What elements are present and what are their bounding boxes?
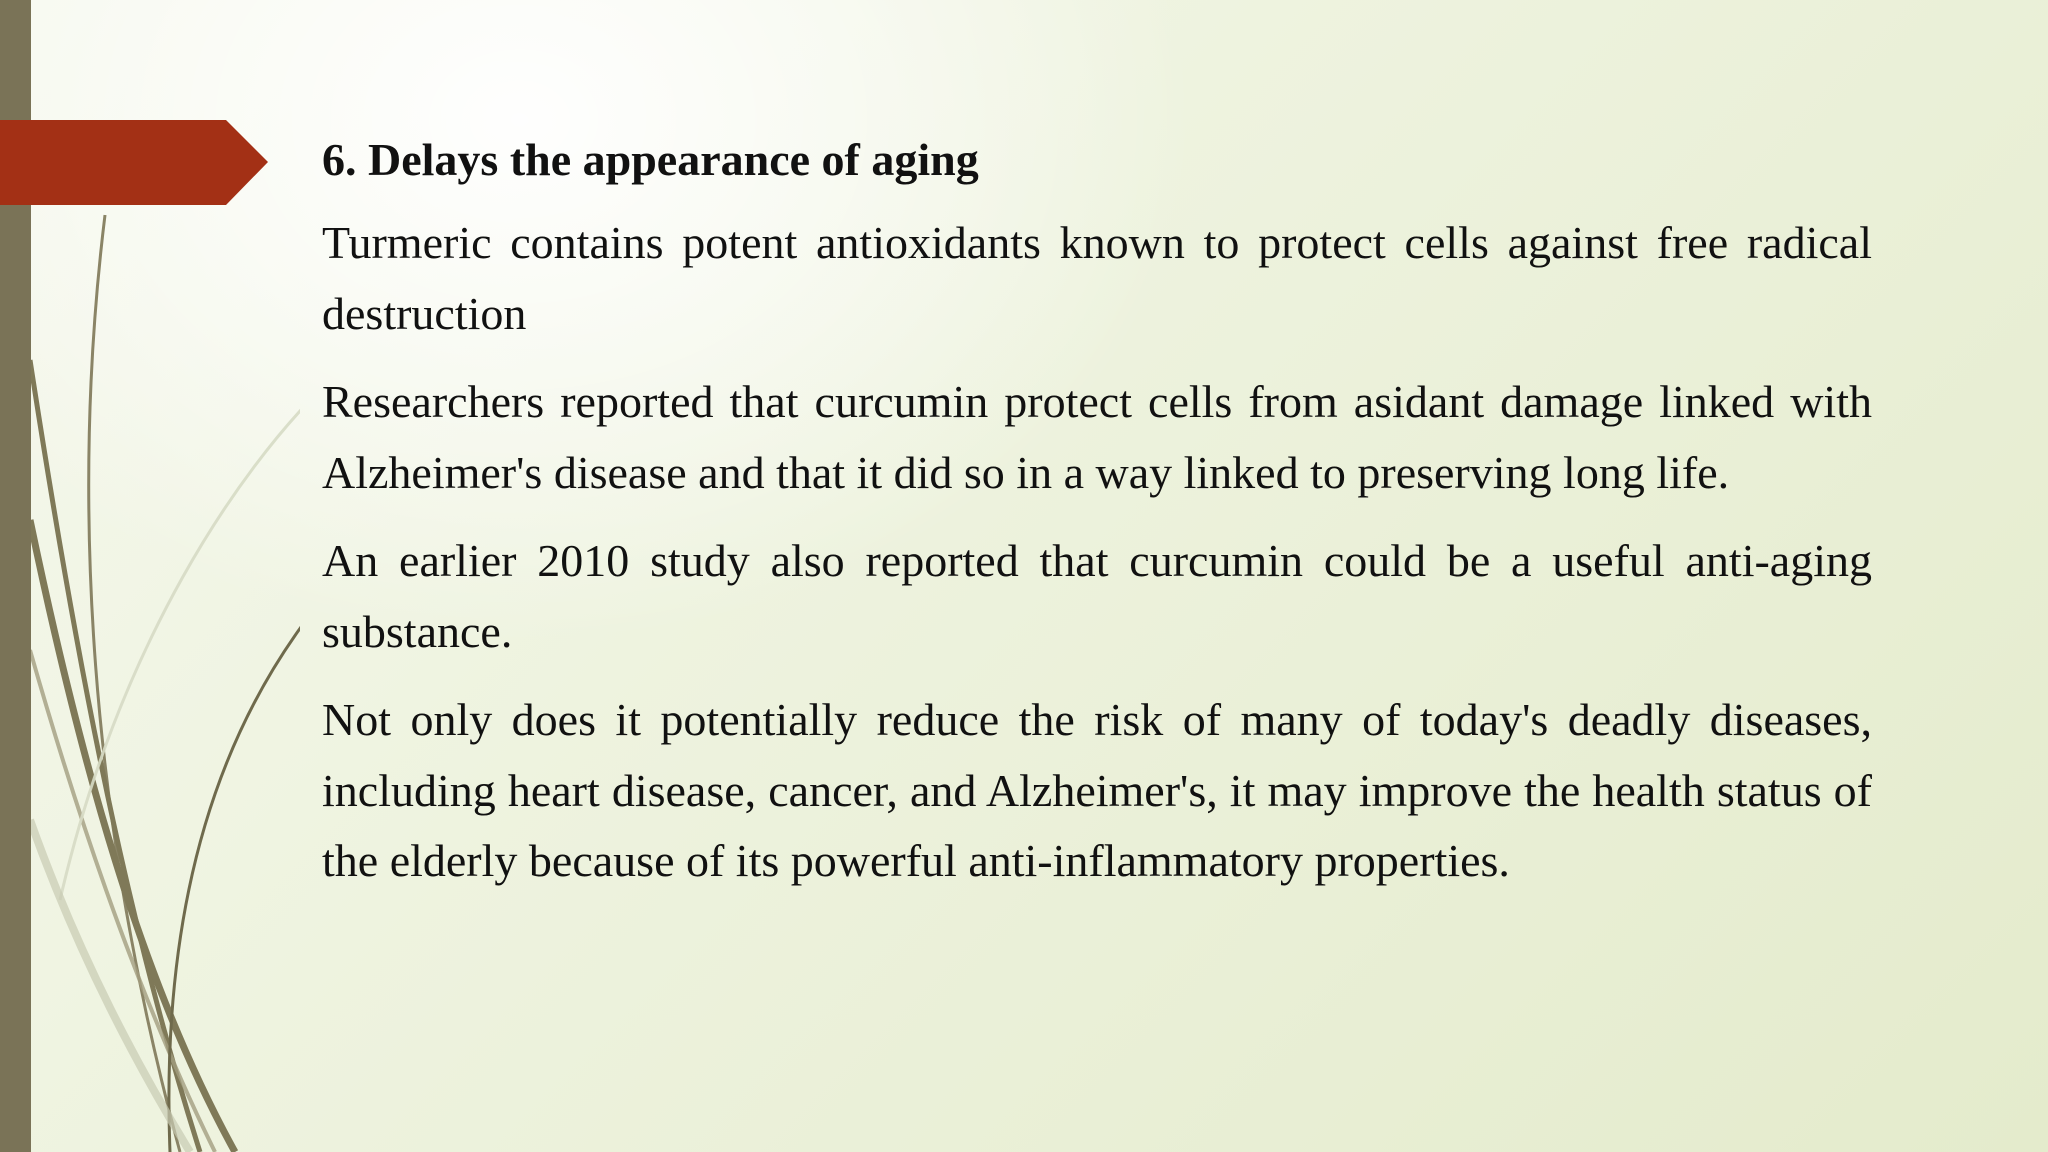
- paragraph-researchers: Researchers reported that curcumin protect cells from asidant damage linked with Alzheimer's disease and that it did so in a way linked to preserving long life.: [322, 376, 1872, 498]
- slide-heading: 6. Delays the appearance of aging: [322, 134, 979, 185]
- paragraph-elderly-health: Not only does it potentially reduce the risk of many of today's deadly diseases, including heart disease, cancer, and Alzheimer's, it may improve the health status of the elderly because of its powerful anti-inflammatory properties.: [322, 694, 1872, 886]
- title-arrow-marker: [0, 120, 268, 205]
- slide-content: [322, 128, 1872, 915]
- paragraph-antioxidants: Turmeric contains potent antioxidants known to protect cells against free radical destruction: [322, 217, 1872, 339]
- paragraph-2010-study: An earlier 2010 study also reported that curcumin could be a useful anti-aging substance.: [322, 535, 1872, 657]
